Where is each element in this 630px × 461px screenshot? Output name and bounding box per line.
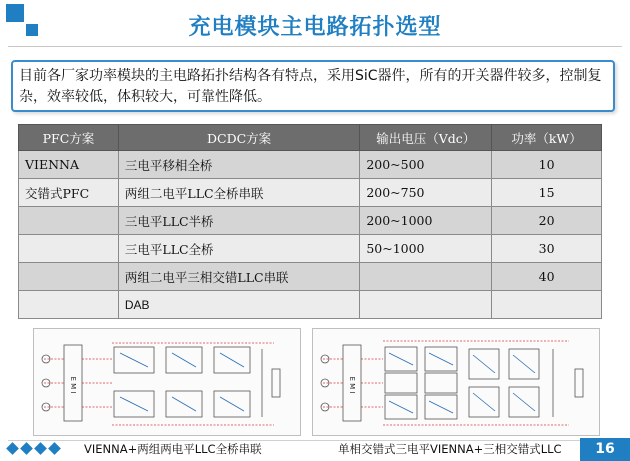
table-row — [19, 291, 602, 319]
cell-dcdc: 三电平LLC全桥 — [118, 235, 359, 263]
header-pfc: PFC方案 — [19, 125, 119, 151]
intro-text-box: 目前各厂家功率模块的主电路拓扑结构各有特点，采用SiC器件，所有的开关器件较多，控制复杂，效率较低，体积较大，可靠性降低。 — [11, 60, 615, 112]
table-row — [19, 235, 602, 263]
table-row — [19, 207, 602, 235]
cell-power: 10 — [492, 151, 602, 179]
header-dcdc: DCDC方案 — [118, 125, 359, 151]
circuit-diagram-right — [313, 329, 601, 437]
cell-voltage — [360, 291, 492, 319]
footer-diamond-icons — [8, 441, 59, 455]
page-number: 16 — [580, 438, 630, 461]
cell-power — [492, 291, 602, 319]
cell-power: 20 — [492, 207, 602, 235]
slide-title: 充电模块主电路拓扑选型 — [188, 15, 442, 40]
cell-voltage: 50~1000 — [360, 235, 492, 263]
topology-table — [18, 124, 602, 319]
diamond-icon — [20, 442, 33, 455]
diamond-icon — [48, 442, 61, 455]
table-row — [19, 263, 602, 291]
table-row — [19, 151, 602, 179]
cell-power: 15 — [492, 179, 602, 207]
emi-filter-label: E M I — [69, 376, 77, 394]
cell-dcdc: 三电平LLC半桥 — [118, 207, 359, 235]
caption-left: VIENNA+两组两电平LLC全桥串联 — [84, 442, 262, 456]
header-output-voltage: 输出电压（Vdc） — [360, 125, 492, 151]
cell-voltage: 200~1000 — [360, 207, 492, 235]
caption-right: 单相交错式三电平VIENNA+三相交错式LLC — [338, 442, 562, 456]
cell-dcdc: 两组二电平三相交错LLC串联 — [118, 263, 359, 291]
cell-pfc — [19, 207, 119, 235]
circuit-diagram-left — [34, 329, 302, 437]
cell-power: 40 — [492, 263, 602, 291]
cell-pfc — [19, 235, 119, 263]
header-power: 功率（kW） — [492, 125, 602, 151]
cell-dcdc: 两组二电平LLC全桥串联 — [118, 179, 359, 207]
cell-dcdc: 三电平移相全桥 — [118, 151, 359, 179]
cell-voltage: 200~750 — [360, 179, 492, 207]
cell-power: 30 — [492, 235, 602, 263]
cell-pfc — [19, 263, 119, 291]
diamond-icon — [34, 442, 47, 455]
diamond-icon — [6, 442, 19, 455]
table-row — [19, 179, 602, 207]
cell-voltage: 200~500 — [360, 151, 492, 179]
title-divider — [8, 46, 622, 47]
cell-voltage — [360, 263, 492, 291]
emi-filter-label: E M I — [348, 376, 356, 394]
cell-dcdc: DAB — [118, 291, 359, 319]
cell-pfc — [19, 291, 119, 319]
cell-pfc: VIENNA — [19, 151, 119, 179]
cell-pfc: 交错式PFC — [19, 179, 119, 207]
schematic-vienna-llc — [33, 328, 301, 436]
schematic-interleaved-vienna-llc — [312, 328, 600, 436]
table-header-row — [19, 125, 602, 151]
